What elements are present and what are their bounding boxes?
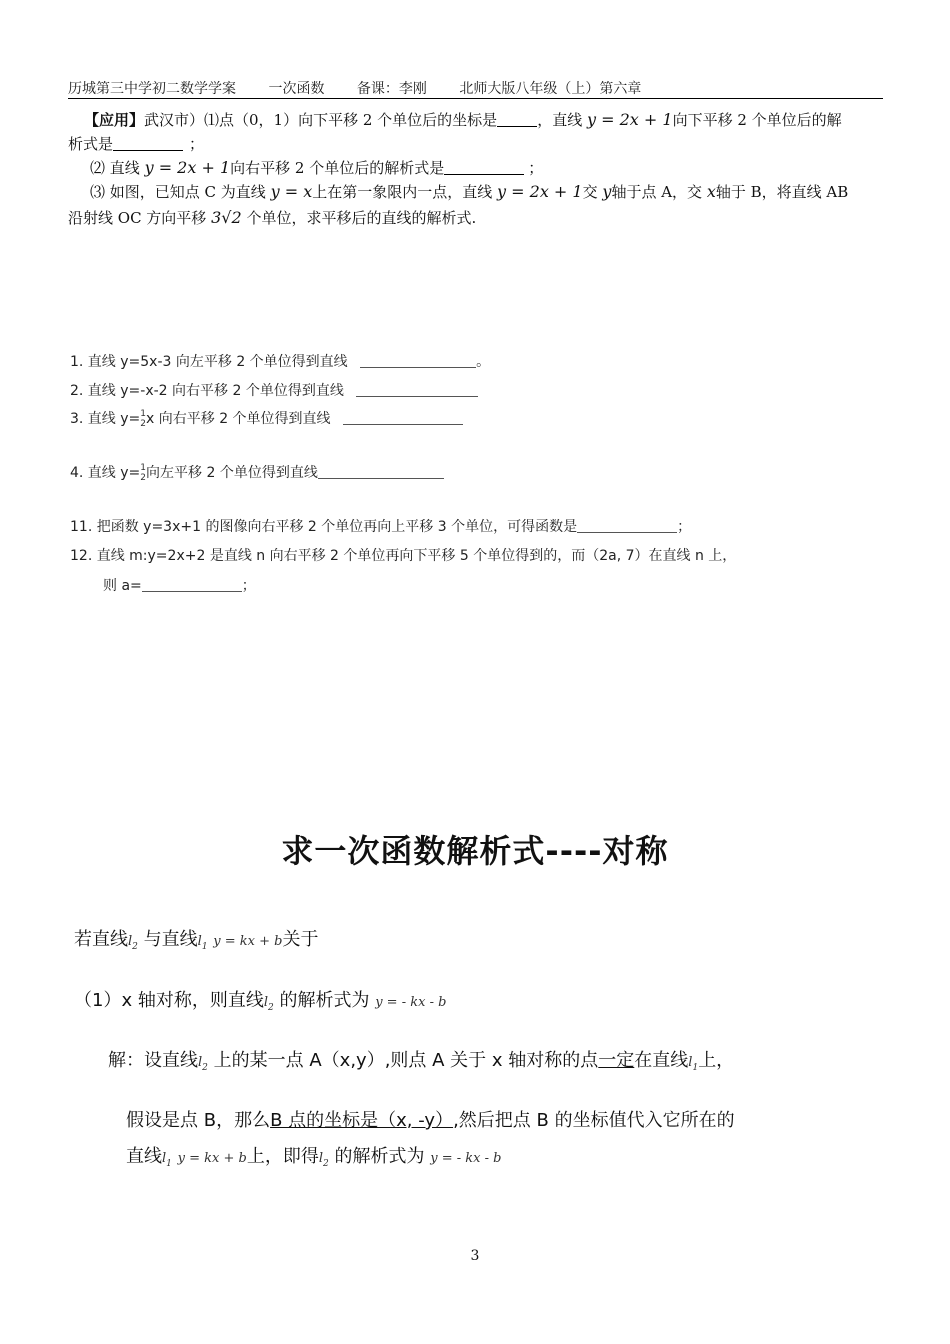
solution-line2: 假设是点 B，那么B 点的坐标是（x, -y）,然后把点 B 的坐标值代入它所在的 bbox=[126, 1110, 735, 1131]
answer-blank[interactable] bbox=[318, 464, 444, 479]
exercise-1: 1. 直线 y=5x-3 向左平移 2 个单位得到直线 。 bbox=[70, 354, 491, 370]
header-topic: 一次函数 bbox=[268, 81, 325, 97]
apply-q1-line2: 析式是 ； bbox=[68, 135, 205, 153]
apply-q3-line2: 沿射线 OC 方向平移 3√2 个单位，求平移后的直线的解析式. bbox=[68, 208, 477, 227]
expr-line1: y = 2x + 1 bbox=[586, 110, 673, 129]
header-preparer: 备课：李刚 bbox=[356, 81, 427, 97]
answer-blank[interactable] bbox=[444, 158, 524, 175]
answer-blank[interactable] bbox=[356, 382, 478, 397]
answer-blank[interactable] bbox=[360, 353, 476, 368]
apply-q3: ⑶ 如图，已知点 C 为直线 y = x上在第一象限内一点，直线 y = 2x + 1交 y轴于点 A，交 x轴于 B，将直线 AB bbox=[90, 182, 849, 201]
answer-blank[interactable] bbox=[497, 110, 537, 127]
exercise-4: 4. 直线 y=1 2向左平移 2 个单位得到直线 bbox=[70, 462, 444, 483]
answer-blank[interactable] bbox=[142, 577, 242, 592]
fraction: 1 2 bbox=[140, 463, 147, 483]
section-title: 求一次函数解析式----对称 bbox=[281, 832, 669, 870]
line-equation: y = kx + b bbox=[213, 934, 283, 949]
header-divider bbox=[68, 98, 883, 99]
case-1: （1）x 轴对称，则直线$l_2$ 的解析式为 y = - kx - b bbox=[74, 990, 447, 1013]
question-12-line2: 则 a= ； bbox=[103, 578, 256, 594]
shift-amount: 3√2 bbox=[211, 208, 242, 227]
expr-line2: y = 2x + 1 bbox=[144, 158, 231, 177]
apply-q1: 【应用】武汉市）⑴点（0，1）向下平移 2 个单位后的坐标是 ，直线 y = 2x + 1向下平移 2 个单位后的解 bbox=[84, 110, 842, 129]
question-12: 12. 直线 m:y=2x+2 是直线 n 向右平移 2 个单位再向下平移 5 个单位得到的，而（2a, 7）在直线 n 上， bbox=[70, 548, 737, 564]
solution-line3: 直线$l_1$ y = kx + b上，即得$l_2$ 的解析式为 y = - kx - b bbox=[126, 1146, 502, 1169]
header-school: 历城第三中学初二数学学案 bbox=[68, 81, 236, 97]
page-number: 3 bbox=[470, 1248, 480, 1264]
apply-q2: ⑵ 直线 y = 2x + 1向右平移 2 个单位后的解析式是 ； bbox=[90, 158, 544, 177]
answer-blank[interactable] bbox=[113, 134, 183, 151]
header-book: 北师大版八年级（上）第六章 bbox=[459, 81, 642, 97]
intro-line: 若直线$l_2$ 与直线$l_1$ y = kx + b关于 bbox=[74, 929, 319, 952]
fraction: 1 2 bbox=[140, 409, 147, 429]
expr-line3: y = x bbox=[270, 182, 313, 201]
exercise-3: 3. 直线 y=1 2x 向右平移 2 个单位得到直线 bbox=[70, 408, 463, 429]
reflected-equation: y = - kx - b bbox=[375, 995, 447, 1010]
page-header bbox=[68, 78, 669, 98]
answer-blank[interactable] bbox=[343, 410, 463, 425]
exercise-2: 2. 直线 y=-x-2 向右平移 2 个单位得到直线 bbox=[70, 380, 478, 400]
solution-line1: 解：设直线$l_2$ 上的某一点 A（x,y）,则点 A 关于 x 轴对称的点一定在直线$l_1$上， bbox=[108, 1050, 735, 1073]
answer-blank[interactable] bbox=[577, 518, 677, 533]
apply-tag: 【应用】 bbox=[84, 111, 145, 129]
expr-line4: y = 2x + 1 bbox=[497, 182, 583, 201]
question-11: 11. 把函数 y=3x+1 的图像向右平移 2 个单位再向上平移 3 个单位，可得函数是 ； bbox=[70, 519, 692, 535]
